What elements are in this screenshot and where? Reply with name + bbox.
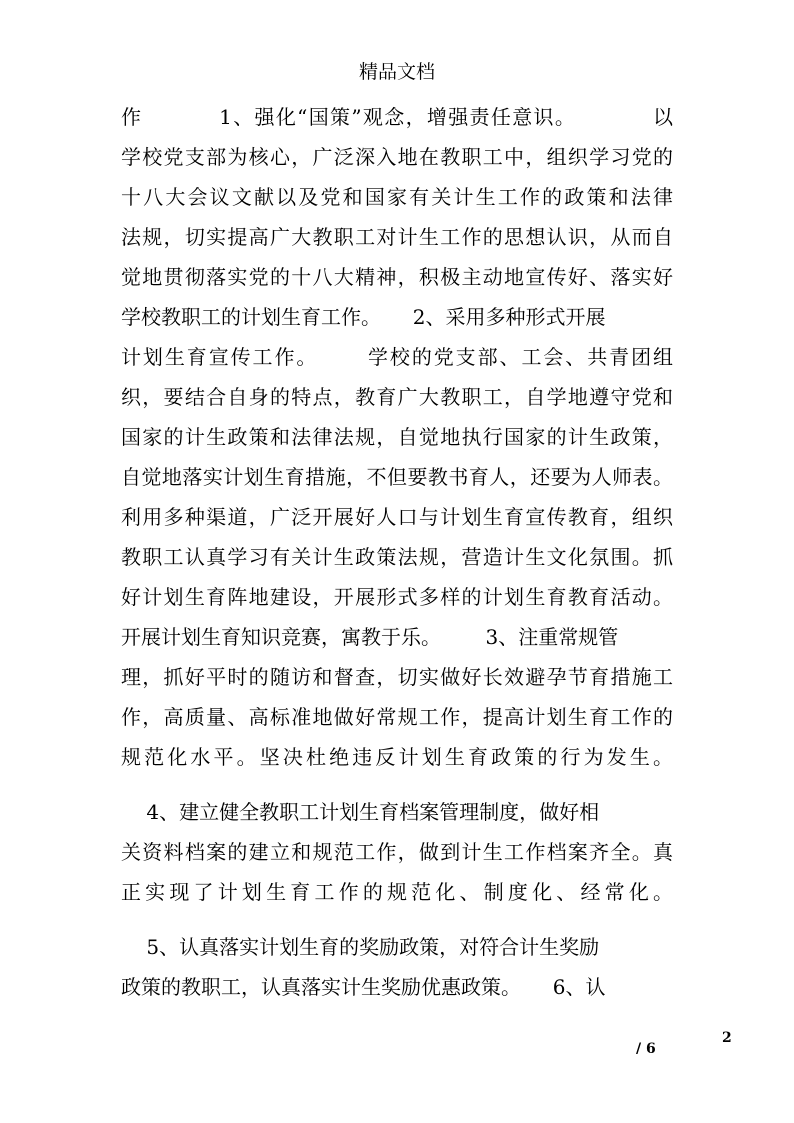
- body-line: 计划生育宣传工作。 学校的党支部、工会、共青团组: [121, 345, 673, 369]
- body-line: 自觉地落实计划生育措施，不但要教书育人，还要为人师表。: [121, 465, 673, 489]
- body-line: 利用多种渠道，广泛开展好人口与计划生育宣传教育，组织: [121, 505, 673, 529]
- body-line: 正实现了计划生育工作的规范化、制度化、经常化。: [121, 880, 673, 904]
- body-line: 作 1、强化“国策”观念，增强责任意识。 以: [121, 105, 673, 129]
- page-total: / 6: [636, 1041, 656, 1057]
- body-line: 学校教职工的计划生育工作。 2、采用多种形式开展: [121, 305, 606, 329]
- body-line: 教职工认真学习有关计生政策法规，营造计生文化氛围。抓: [121, 545, 673, 569]
- body-line: 法规，切实提高广大教职工对计生工作的思想认识，从而自: [121, 225, 673, 249]
- body-line: 织，要结合自身的特点，教育广大教职工，自学地遵守党和: [121, 385, 673, 409]
- body-line: 关资料档案的建立和规范工作，做到计生工作档案齐全。真: [121, 840, 673, 864]
- page-header-title: 精品文档: [358, 61, 435, 83]
- body-line: 好计划生育阵地建设，开展形式多样的计划生育教育活动。: [121, 585, 673, 609]
- body-line: 国家的计生政策和法律法规，自觉地执行国家的计生政策，: [121, 425, 673, 449]
- body-line: 作，高质量、高标准地做好常规工作，提高计划生育工作的: [121, 705, 673, 729]
- body-line: 学校党支部为核心，广泛深入地在教职工中，组织学习党的: [121, 145, 673, 169]
- body-line: 十八大会议文献以及党和国家有关计生工作的政策和法律: [121, 185, 673, 209]
- body-line: 开展计划生育知识竞赛，寓教于乐。 3、注重常规管: [121, 625, 619, 649]
- page-number: 2: [722, 1030, 732, 1046]
- body-line: 5、认真落实计划生育的奖励政策，对符合计生奖励: [121, 935, 600, 959]
- body-line: 4、建立健全教职工计划生育档案管理制度，做好相: [121, 800, 600, 824]
- body-line: 觉地贯彻落实党的十八大精神，积极主动地宣传好、落实好: [121, 265, 673, 289]
- body-line: 规范化水平。坚决杜绝违反计划生育政策的行为发生。: [121, 745, 673, 769]
- body-line: 政策的教职工，认真落实计生奖励优惠政策。 6、认: [121, 975, 606, 999]
- body-line: 理，抓好平时的随访和督查，切实做好长效避孕节育措施工: [121, 665, 673, 689]
